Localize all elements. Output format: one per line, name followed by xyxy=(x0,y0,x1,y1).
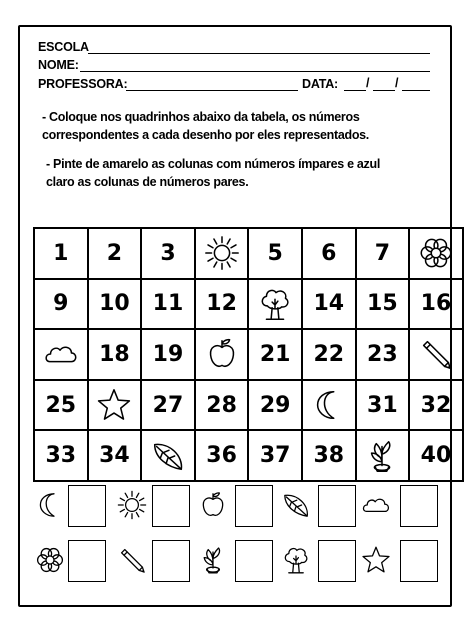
grid-number: 10 xyxy=(99,291,130,317)
grid-cell-picture[interactable] xyxy=(302,380,356,431)
grid-number: 16 xyxy=(420,291,452,317)
grid-number: 40 xyxy=(420,443,452,469)
grid-cell-number[interactable] xyxy=(88,430,142,481)
star-icon xyxy=(360,544,392,581)
grid-cell-number[interactable] xyxy=(141,279,195,330)
sun-icon xyxy=(116,489,148,526)
grid-cell-number[interactable] xyxy=(34,380,88,431)
date-day-field[interactable] xyxy=(344,90,366,91)
answer-box[interactable] xyxy=(68,540,106,582)
pencil-icon xyxy=(410,335,462,373)
number-grid xyxy=(33,227,464,482)
name-field[interactable] xyxy=(80,71,430,72)
grid-number: 36 xyxy=(206,443,237,469)
apple-icon xyxy=(196,335,248,373)
grid-cell-number[interactable] xyxy=(88,279,142,330)
grid-number: 23 xyxy=(367,341,398,367)
grid-cell-number[interactable] xyxy=(302,430,356,481)
flower-icon xyxy=(410,234,462,272)
grid-number: 2 xyxy=(106,240,123,266)
grid-cell-number[interactable] xyxy=(34,430,88,481)
moon-icon xyxy=(34,489,66,526)
grid-cell-number[interactable] xyxy=(356,380,410,431)
grid-row xyxy=(34,329,463,380)
grid-number: 37 xyxy=(259,443,291,469)
date-year-field[interactable] xyxy=(402,90,430,91)
date-separator: / xyxy=(366,76,370,90)
grid-cell-number[interactable] xyxy=(302,228,356,279)
grid-cell-picture[interactable] xyxy=(356,430,410,481)
grid-number: 32 xyxy=(420,392,452,418)
grid-number: 25 xyxy=(45,392,77,418)
grid-cell-number[interactable] xyxy=(195,279,249,330)
instruction-1 xyxy=(42,108,369,144)
grid-row xyxy=(34,430,463,481)
grid-cell-number[interactable] xyxy=(248,329,302,380)
teacher-label: PROFESSORA: xyxy=(38,77,128,91)
grid-cell-number[interactable] xyxy=(248,228,302,279)
grid-number: 15 xyxy=(367,291,398,317)
answer-box[interactable] xyxy=(235,540,273,582)
cloud-icon xyxy=(360,489,392,526)
answer-box[interactable] xyxy=(400,540,438,582)
grid-number: 14 xyxy=(313,291,345,317)
grid-cell-number[interactable] xyxy=(195,430,249,481)
grid-cell-picture[interactable] xyxy=(88,380,142,431)
grid-number: 11 xyxy=(152,291,184,317)
grid-number: 6 xyxy=(321,240,337,266)
grid-number: 22 xyxy=(313,341,345,367)
grid-number: 12 xyxy=(206,291,237,317)
grid-cell-picture[interactable] xyxy=(409,228,463,279)
leaf-icon xyxy=(142,437,194,475)
moon-icon xyxy=(303,386,355,424)
date-month-field[interactable] xyxy=(373,90,395,91)
star-icon xyxy=(89,386,141,424)
grid-number: 5 xyxy=(267,240,283,266)
grid-number: 18 xyxy=(99,341,130,367)
date-label: DATA: xyxy=(302,77,339,91)
grid-cell-number[interactable] xyxy=(356,228,410,279)
grid-cell-number[interactable] xyxy=(34,228,88,279)
grid-row xyxy=(34,228,463,279)
instruction-1-line-1: - Coloque nos quadrinhos abaixo da tabela, os números xyxy=(42,110,360,124)
grid-number: 31 xyxy=(367,392,398,418)
date-separator: / xyxy=(395,76,399,90)
cloud-icon xyxy=(35,335,87,373)
grid-cell-picture[interactable] xyxy=(141,430,195,481)
answer-box[interactable] xyxy=(318,540,356,582)
grid-row xyxy=(34,380,463,431)
apple-icon xyxy=(197,489,229,526)
grid-number: 34 xyxy=(99,443,130,469)
tree-icon xyxy=(280,544,312,581)
grid-cell-number[interactable] xyxy=(302,329,356,380)
grid-cell-number[interactable] xyxy=(409,380,463,431)
grid-number: 33 xyxy=(45,443,77,469)
grid-number: 27 xyxy=(152,392,184,418)
grid-cell-number[interactable] xyxy=(356,329,410,380)
grid-cell-number[interactable] xyxy=(88,228,142,279)
pencil-icon xyxy=(116,544,148,581)
grid-cell-picture[interactable] xyxy=(195,228,249,279)
grid-cell-number[interactable] xyxy=(248,380,302,431)
answer-box[interactable] xyxy=(152,540,190,582)
sun-icon xyxy=(196,234,248,272)
teacher-field[interactable] xyxy=(126,90,298,91)
answer-box[interactable] xyxy=(152,485,190,527)
instruction-2 xyxy=(46,155,380,191)
grid-row xyxy=(34,279,463,330)
tree-icon xyxy=(249,285,301,323)
grid-cell-picture[interactable] xyxy=(409,329,463,380)
grid-number: 1 xyxy=(53,240,69,266)
grid-cell-number[interactable] xyxy=(409,430,463,481)
flower-icon xyxy=(34,544,66,581)
grid-cell-picture[interactable] xyxy=(248,279,302,330)
grid-number: 19 xyxy=(152,341,184,367)
instruction-2-line-2: claro as colunas de números pares. xyxy=(46,175,249,189)
grid-cell-number[interactable] xyxy=(88,329,142,380)
instruction-1-line-2: correspondentes a cada desenho por eles representados. xyxy=(42,128,369,142)
answer-box[interactable] xyxy=(235,485,273,527)
grid-cell-number[interactable] xyxy=(141,380,195,431)
grid-cell-number[interactable] xyxy=(141,329,195,380)
grid-number: 9 xyxy=(53,291,69,317)
plant-icon xyxy=(357,437,409,475)
answer-box[interactable] xyxy=(68,485,106,527)
grid-cell-number[interactable] xyxy=(356,279,410,330)
school-field[interactable] xyxy=(88,53,430,54)
grid-cell-number[interactable] xyxy=(302,279,356,330)
grid-number: 38 xyxy=(313,443,345,469)
grid-cell-number[interactable] xyxy=(195,380,249,431)
grid-number: 29 xyxy=(259,392,291,418)
grid-number: 21 xyxy=(259,341,291,367)
answer-box[interactable] xyxy=(318,485,356,527)
grid-cell-number[interactable] xyxy=(141,228,195,279)
grid-number: 28 xyxy=(206,392,237,418)
school-label: ESCOLA xyxy=(38,40,89,54)
grid-cell-picture[interactable] xyxy=(34,329,88,380)
grid-cell-picture[interactable] xyxy=(195,329,249,380)
answer-box[interactable] xyxy=(400,485,438,527)
leaf-icon xyxy=(280,489,312,526)
grid-number: 3 xyxy=(160,240,176,266)
grid-cell-number[interactable] xyxy=(409,279,463,330)
grid-cell-number[interactable] xyxy=(248,430,302,481)
instruction-2-line-1: - Pinte de amarelo as colunas com números ímpares e azul xyxy=(46,157,381,171)
plant-icon xyxy=(197,544,229,581)
grid-number: 7 xyxy=(374,240,391,266)
name-label: NOME: xyxy=(38,58,79,72)
grid-cell-number[interactable] xyxy=(34,279,88,330)
